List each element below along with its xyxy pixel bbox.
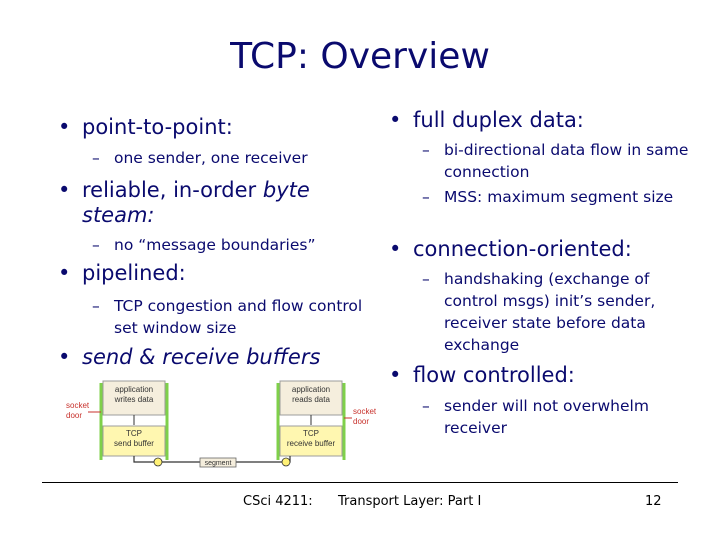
bullet-text: point-to-point:: [82, 115, 233, 139]
sub-bullet-congestion: [92, 295, 389, 339]
dash-glyph: –: [422, 397, 430, 415]
send-buffer-label: TCP send buffer: [114, 429, 154, 448]
sub-bullet-text: no “message boundaries”: [114, 236, 316, 254]
bullet-glyph: •: [58, 178, 71, 202]
sub-bullet-text: bi-directional data flow in same connection: [444, 141, 689, 181]
bullet-text: send & receive buffers: [82, 345, 321, 369]
sub-bullet-text: one sender, one receiver: [114, 149, 308, 167]
bullet-connection-oriented: [389, 237, 632, 262]
bullet-text: pipelined:: [82, 261, 186, 285]
bullet-text: reliable, in-order: [82, 178, 263, 202]
sub-bullet-one-sender: [92, 147, 308, 169]
segment-label: segment: [204, 460, 232, 467]
bullet-buffers: [58, 345, 321, 370]
bullet-glyph: •: [389, 237, 402, 261]
bullet-full-duplex: [389, 108, 584, 133]
dash-glyph: –: [92, 297, 100, 315]
sub-bullet-text: TCP congestion and flow control set window size: [114, 297, 363, 337]
sender-app-label: application writes data: [114, 385, 154, 404]
receive-buffer-label: TCP receive buffer: [286, 429, 336, 448]
bullet-text: flow controlled:: [413, 363, 575, 387]
footer-course: CSci 4211:: [243, 494, 313, 509]
dash-glyph: –: [92, 236, 100, 254]
page-number: 12: [645, 494, 662, 509]
bullet-pipelined: [58, 261, 186, 286]
sub-bullet-mss: [422, 186, 684, 208]
dash-glyph: –: [92, 149, 100, 167]
dash-glyph: –: [422, 188, 430, 206]
bullet-point-to-point: [58, 115, 233, 140]
bullet-text: connection-oriented:: [413, 237, 632, 261]
bullet-glyph: •: [389, 363, 402, 387]
bullet-flow-controlled: [389, 363, 575, 388]
segment-dot-left: [154, 458, 162, 466]
sub-bullet-overwhelm: [422, 395, 694, 439]
slide-title: TCP: Overview: [230, 36, 490, 77]
receiver-app-label: application reads data: [291, 385, 331, 404]
dash-glyph: –: [422, 270, 430, 288]
bullet-reliable: [58, 178, 362, 228]
sub-bullet-text: sender will not overwhelm receiver: [444, 397, 649, 437]
bullet-glyph: •: [58, 345, 71, 369]
bullet-glyph: •: [389, 108, 402, 132]
tcp-buffer-diagram: [60, 378, 390, 478]
footer-topic: Transport Layer: Part I: [338, 494, 482, 509]
segment-dot-right: [282, 458, 290, 466]
bullet-text-italic: byte steam:: [82, 178, 310, 227]
sub-bullet-bidirectional: [422, 139, 699, 183]
socket-door-left: socket door: [66, 401, 90, 420]
sub-bullet-handshaking: [422, 268, 684, 356]
footer-rule: [42, 482, 678, 483]
bullet-text: full duplex data:: [413, 108, 584, 132]
sub-bullet-text: handshaking (exchange of control msgs) init’s sender, receiver state before data exchange: [444, 270, 656, 354]
bullet-glyph: •: [58, 261, 71, 285]
sub-bullet-text: MSS: maximum segment size: [444, 188, 674, 206]
socket-door-right: socket door: [353, 407, 377, 426]
sub-bullet-no-boundaries: [92, 234, 316, 256]
dash-glyph: –: [422, 141, 430, 159]
bullet-glyph: •: [58, 115, 71, 139]
